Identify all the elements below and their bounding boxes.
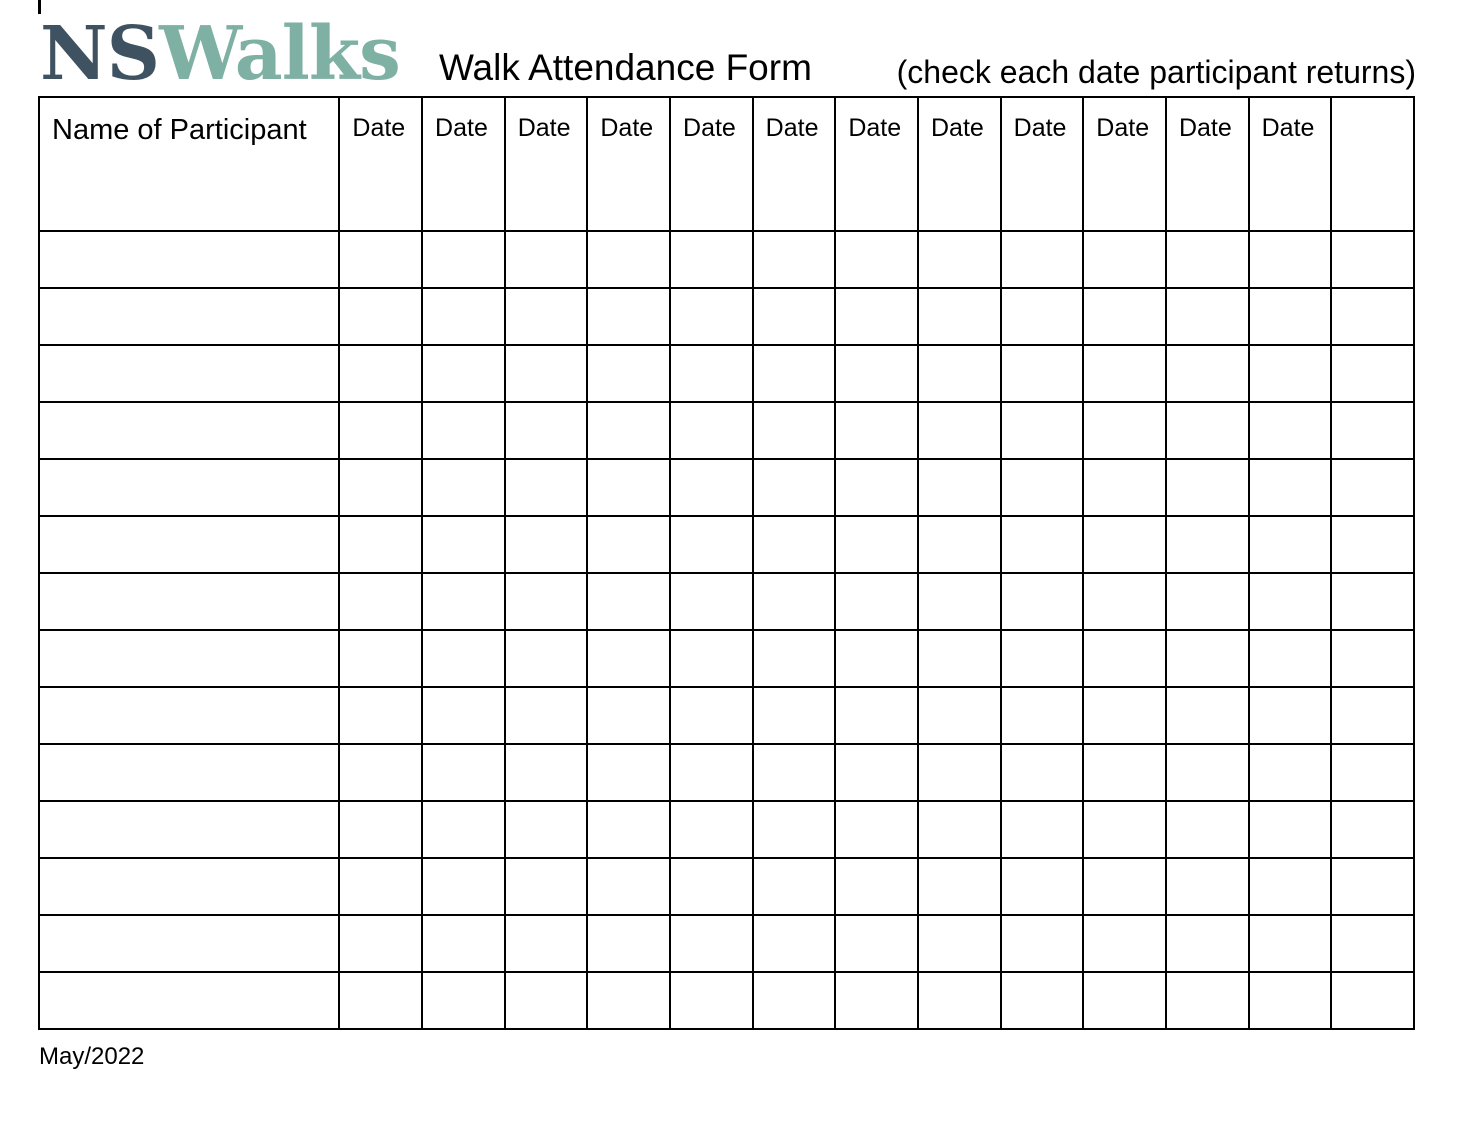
date-column-header: Date [339,97,422,231]
attendance-check-cell[interactable] [587,402,670,459]
attendance-check-cell[interactable] [422,288,505,345]
attendance-check-cell[interactable] [670,687,753,744]
attendance-check-cell[interactable] [1001,345,1084,402]
attendance-check-cell[interactable] [1001,288,1084,345]
attendance-check-cell[interactable] [753,345,836,402]
attendance-check-cell[interactable] [505,858,588,915]
attendance-check-cell[interactable] [1001,687,1084,744]
name-of-participant-header: Name of Participant [39,97,339,231]
attendance-check-cell[interactable] [1083,858,1166,915]
attendance-check-cell[interactable] [505,630,588,687]
attendance-check-cell[interactable] [587,459,670,516]
attendance-check-cell[interactable] [1083,915,1166,972]
participant-name-cell[interactable] [39,744,339,801]
attendance-check-cell[interactable] [753,573,836,630]
participant-name-cell[interactable] [39,231,339,288]
attendance-check-cell[interactable] [753,630,836,687]
participant-name-cell[interactable] [39,516,339,573]
attendance-check-cell[interactable] [670,516,753,573]
attendance-check-cell[interactable] [670,801,753,858]
attendance-check-cell[interactable] [753,459,836,516]
attendance-check-cell[interactable] [753,687,836,744]
attendance-check-cell[interactable] [918,402,1001,459]
attendance-check-cell[interactable] [918,630,1001,687]
attendance-check-cell[interactable] [339,972,422,1029]
attendance-check-cell[interactable] [918,345,1001,402]
participant-row [39,402,1414,459]
attendance-check-cell[interactable] [339,687,422,744]
participant-row [39,858,1414,915]
attendance-check-cell[interactable] [1001,858,1084,915]
attendance-check-cell[interactable] [918,573,1001,630]
attendance-check-cell[interactable] [422,972,505,1029]
attendance-check-cell[interactable] [1249,915,1332,972]
form-header [40,11,1416,97]
attendance-check-cell[interactable] [835,858,918,915]
attendance-check-cell[interactable] [670,231,753,288]
attendance-check-cell[interactable] [505,459,588,516]
attendance-check-cell[interactable] [835,744,918,801]
attendance-check-cell[interactable] [918,288,1001,345]
attendance-check-cell[interactable] [753,516,836,573]
participant-name-cell[interactable] [39,402,339,459]
attendance-check-cell[interactable] [1166,288,1249,345]
attendance-check-cell[interactable] [1249,744,1332,801]
attendance-check-cell[interactable] [918,687,1001,744]
attendance-check-cell[interactable] [1331,573,1414,630]
attendance-check-cell[interactable] [1001,630,1084,687]
attendance-check-cell[interactable] [1331,687,1414,744]
attendance-check-cell[interactable] [422,630,505,687]
attendance-check-cell[interactable] [670,459,753,516]
attendance-check-cell[interactable] [753,402,836,459]
attendance-check-cell[interactable] [505,573,588,630]
attendance-check-cell[interactable] [753,915,836,972]
participant-name-cell[interactable] [39,573,339,630]
attendance-rows [39,231,1414,1029]
attendance-check-cell[interactable] [587,516,670,573]
attendance-check-cell[interactable] [918,231,1001,288]
attendance-check-cell[interactable] [1166,801,1249,858]
attendance-check-cell[interactable] [670,402,753,459]
attendance-check-cell[interactable] [422,231,505,288]
attendance-check-cell[interactable] [505,915,588,972]
attendance-check-cell[interactable] [1166,687,1249,744]
participant-row [39,744,1414,801]
date-column-header: Date [1001,97,1084,231]
form-revision-date: May/2022 [39,1043,145,1070]
attendance-check-cell[interactable] [339,345,422,402]
attendance-check-cell[interactable] [339,288,422,345]
attendance-check-cell[interactable] [1249,402,1332,459]
attendance-check-cell[interactable] [587,573,670,630]
attendance-check-cell[interactable] [505,516,588,573]
attendance-check-cell[interactable] [422,801,505,858]
attendance-check-cell[interactable] [1083,687,1166,744]
attendance-check-cell[interactable] [422,687,505,744]
participant-row [39,630,1414,687]
date-column-header: Date [1249,97,1332,231]
date-column-header: Date [422,97,505,231]
date-column-header: Date [753,97,836,231]
participant-name-cell[interactable] [39,801,339,858]
attendance-check-cell[interactable] [422,915,505,972]
attendance-check-cell[interactable] [422,516,505,573]
attendance-check-cell[interactable] [505,402,588,459]
attendance-check-cell[interactable] [1249,516,1332,573]
attendance-check-cell[interactable] [1001,915,1084,972]
attendance-check-cell[interactable] [1083,972,1166,1029]
header-row [39,97,1414,231]
attendance-check-cell[interactable] [422,459,505,516]
attendance-check-cell[interactable] [1249,801,1332,858]
attendance-check-cell[interactable] [1331,345,1414,402]
attendance-check-cell[interactable] [835,573,918,630]
attendance-check-cell[interactable] [505,744,588,801]
attendance-check-cell[interactable] [1083,459,1166,516]
attendance-check-cell[interactable] [835,630,918,687]
attendance-check-cell[interactable] [1166,972,1249,1029]
attendance-check-cell[interactable] [1331,516,1414,573]
attendance-check-cell[interactable] [1331,630,1414,687]
attendance-check-cell[interactable] [753,972,836,1029]
attendance-check-cell[interactable] [1001,459,1084,516]
attendance-check-cell[interactable] [835,459,918,516]
attendance-check-cell[interactable] [339,231,422,288]
attendance-check-cell[interactable] [505,972,588,1029]
attendance-check-cell[interactable] [587,630,670,687]
date-column-header: Date [1083,97,1166,231]
attendance-check-cell[interactable] [1001,972,1084,1029]
attendance-check-cell[interactable] [753,801,836,858]
attendance-check-cell[interactable] [587,687,670,744]
attendance-check-cell[interactable] [835,231,918,288]
attendance-check-cell[interactable] [505,231,588,288]
attendance-check-cell[interactable] [1083,573,1166,630]
attendance-check-cell[interactable] [670,630,753,687]
participant-name-cell[interactable] [39,288,339,345]
participant-row [39,288,1414,345]
attendance-check-cell[interactable] [835,288,918,345]
attendance-check-cell[interactable] [1331,288,1414,345]
attendance-check-cell[interactable] [587,288,670,345]
attendance-check-cell[interactable] [918,459,1001,516]
date-column-header: Date [670,97,753,231]
attendance-check-cell[interactable] [1166,402,1249,459]
date-column-header: Date [918,97,1001,231]
attendance-check-cell[interactable] [339,801,422,858]
attendance-check-cell[interactable] [1331,744,1414,801]
attendance-check-cell[interactable] [1331,858,1414,915]
attendance-check-cell[interactable] [1083,630,1166,687]
attendance-check-cell[interactable] [422,345,505,402]
participant-row [39,915,1414,972]
attendance-check-cell[interactable] [1331,231,1414,288]
attendance-check-cell[interactable] [753,858,836,915]
date-column-header: Date [1166,97,1249,231]
attendance-check-cell[interactable] [339,573,422,630]
attendance-check-cell[interactable] [918,972,1001,1029]
attendance-check-cell[interactable] [753,288,836,345]
attendance-check-cell[interactable] [1331,402,1414,459]
attendance-check-cell[interactable] [587,231,670,288]
attendance-check-cell[interactable] [339,858,422,915]
attendance-check-cell[interactable] [835,687,918,744]
attendance-check-cell[interactable] [918,801,1001,858]
attendance-check-cell[interactable] [1166,231,1249,288]
date-column-header: Date [835,97,918,231]
participant-row [39,231,1414,288]
attendance-check-cell[interactable] [339,402,422,459]
attendance-check-cell[interactable] [1249,687,1332,744]
attendance-check-cell[interactable] [422,402,505,459]
attendance-check-cell[interactable] [1083,402,1166,459]
attendance-check-cell[interactable] [1083,231,1166,288]
attendance-check-cell[interactable] [1166,858,1249,915]
attendance-check-cell[interactable] [1083,288,1166,345]
attendance-check-cell[interactable] [1331,801,1414,858]
attendance-check-cell[interactable] [505,687,588,744]
attendance-check-cell[interactable] [1166,516,1249,573]
logo-ns-text: NS [40,11,160,97]
participant-row [39,801,1414,858]
attendance-check-cell[interactable] [1083,744,1166,801]
attendance-check-cell[interactable] [1249,972,1332,1029]
attendance-check-cell[interactable] [587,972,670,1029]
date-column-header: Date [587,97,670,231]
attendance-check-cell[interactable] [1166,573,1249,630]
attendance-check-cell[interactable] [1331,915,1414,972]
attendance-check-cell[interactable] [670,744,753,801]
date-column-header [1331,97,1414,231]
attendance-check-cell[interactable] [670,972,753,1029]
attendance-check-cell[interactable] [835,915,918,972]
attendance-check-cell[interactable] [587,915,670,972]
attendance-check-cell[interactable] [1001,801,1084,858]
attendance-check-cell[interactable] [1001,744,1084,801]
attendance-check-cell[interactable] [1166,744,1249,801]
date-column-header: Date [505,97,588,231]
attendance-check-cell[interactable] [835,345,918,402]
attendance-check-cell[interactable] [670,288,753,345]
attendance-check-cell[interactable] [587,801,670,858]
attendance-check-cell[interactable] [1083,516,1166,573]
attendance-check-cell[interactable] [505,801,588,858]
attendance-check-cell[interactable] [1331,972,1414,1029]
participant-row [39,345,1414,402]
attendance-check-cell[interactable] [1249,345,1332,402]
attendance-check-cell[interactable] [339,516,422,573]
attendance-check-cell[interactable] [339,744,422,801]
participant-row [39,459,1414,516]
attendance-check-cell[interactable] [505,288,588,345]
attendance-check-cell[interactable] [918,858,1001,915]
attendance-check-cell[interactable] [670,345,753,402]
attendance-check-cell[interactable] [1166,345,1249,402]
attendance-check-cell[interactable] [1001,402,1084,459]
participant-name-cell[interactable] [39,345,339,402]
attendance-check-cell[interactable] [1249,288,1332,345]
attendance-check-cell[interactable] [422,858,505,915]
attendance-check-cell[interactable] [1249,573,1332,630]
participant-name-cell[interactable] [39,459,339,516]
attendance-check-cell[interactable] [1166,459,1249,516]
attendance-check-cell[interactable] [1249,858,1332,915]
attendance-check-cell[interactable] [835,972,918,1029]
attendance-check-cell[interactable] [1249,630,1332,687]
attendance-check-cell[interactable] [587,744,670,801]
attendance-check-cell[interactable] [1001,516,1084,573]
attendance-check-cell[interactable] [422,744,505,801]
participant-row [39,516,1414,573]
attendance-check-cell[interactable] [505,345,588,402]
attendance-check-cell[interactable] [918,516,1001,573]
attendance-check-cell[interactable] [753,744,836,801]
attendance-check-cell[interactable] [1001,231,1084,288]
attendance-check-cell[interactable] [1001,573,1084,630]
participant-name-cell[interactable] [39,915,339,972]
participant-row [39,687,1414,744]
attendance-check-cell[interactable] [670,915,753,972]
logo-walks-text: Walks [159,11,400,97]
attendance-check-cell[interactable] [422,573,505,630]
attendance-check-cell[interactable] [1249,231,1332,288]
form-title: Walk Attendance Form [439,47,812,88]
participant-name-cell[interactable] [39,972,339,1029]
attendance-check-cell[interactable] [1166,915,1249,972]
attendance-check-cell[interactable] [1083,345,1166,402]
participant-row [39,573,1414,630]
attendance-check-cell[interactable] [835,402,918,459]
attendance-check-cell[interactable] [1083,801,1166,858]
participant-name-cell[interactable] [39,858,339,915]
attendance-check-cell[interactable] [753,231,836,288]
attendance-table [38,96,1415,1030]
attendance-check-cell[interactable] [670,858,753,915]
attendance-check-cell[interactable] [339,630,422,687]
nswalks-logo [40,11,400,97]
participant-name-cell[interactable] [39,687,339,744]
attendance-check-cell[interactable] [1249,459,1332,516]
participant-row [39,972,1414,1029]
attendance-check-cell[interactable] [670,573,753,630]
participant-name-cell[interactable] [39,630,339,687]
attendance-check-cell[interactable] [918,915,1001,972]
attendance-check-cell[interactable] [835,801,918,858]
attendance-check-cell[interactable] [1331,459,1414,516]
form-instructions: (check each date participant returns) [896,54,1416,90]
attendance-check-cell[interactable] [339,915,422,972]
attendance-check-cell[interactable] [587,858,670,915]
attendance-check-cell[interactable] [339,459,422,516]
attendance-check-cell[interactable] [918,744,1001,801]
attendance-check-cell[interactable] [1166,630,1249,687]
attendance-check-cell[interactable] [835,516,918,573]
attendance-check-cell[interactable] [587,345,670,402]
